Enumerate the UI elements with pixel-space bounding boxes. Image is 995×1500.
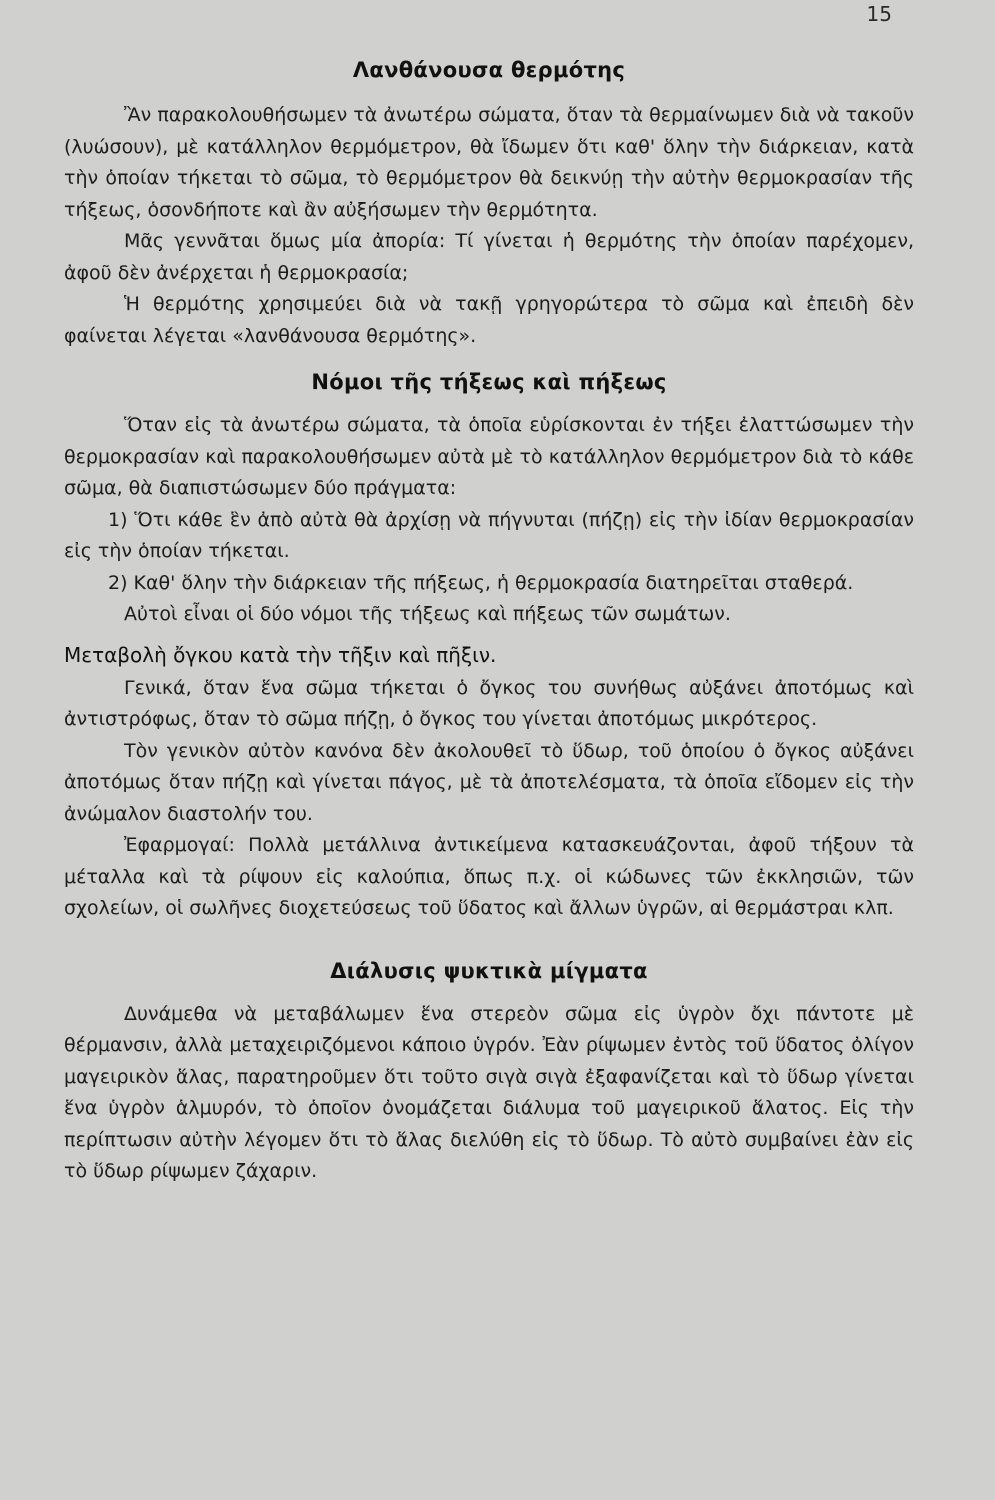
list-item: 2) Καθ' ὅλην τὴν διάρκειαν τῆς πήξεως, ἡ θερμοκρασία διατηρεῖται σταθερά. xyxy=(108,571,854,594)
list-item: 1) Ὅτι κάθε ἓν ἀπὸ αὐτὰ θὰ ἀρχίσῃ νὰ πήγνυται (πήζῃ) εἰς τὴν ἰδίαν θερμοκρασίαν εἰς τὴν ὁποίαν τήκεται. xyxy=(64,508,914,562)
heading-volume-change: Μεταβολὴ ὄγκου κατὰ τὴν τῆξιν καὶ πῆξιν. xyxy=(64,642,497,667)
paragraph: Ἐφαρμογαί: Πολλὰ μετάλλινα ἀντικείμενα κατασκευάζονται, ἀφοῦ τήξουν τὰ μέταλλα καὶ τὰ ρίψουν εἰς καλούπια, ὅπως π.χ. οἱ κώδωνες τῶν ἐκκλησιῶν, τῶν σχολείων, οἱ σωλῆνες διοχετεύσεως τοῦ ὕδατος καὶ ἄλλων ὑγρῶν, αἱ θερμάστραι κλπ. xyxy=(64,834,914,919)
paragraph: Ἂν παρακολουθήσωμεν τὰ ἀνωτέρω σώματα, ὅταν τὰ θερμαίνωμεν διὰ νὰ τακοῦν (λυώσουν), μὲ κατάλληλον θερμόμετρον, θὰ ἴδωμεν ὅτι καθ' ὅλην τὴν διάρκειαν, κατὰ τὴν ὁποίαν τήκεται τὸ σῶμα, τὸ θερμόμετρον θὰ δεικνύῃ τὴν αὐτὴν θερμοκρασίαν τῆς τήξεως, ὁσονδήποτε καὶ ἂν αὐξήσωμεν τὴν θερμότητα. xyxy=(64,104,914,221)
page-number: 15 xyxy=(866,2,892,26)
paragraph: Γενικά, ὅταν ἕνα σῶμα τήκεται ὁ ὄγκος του συνήθως αὐξάνει ἀποτόμως καὶ ἀντιστρόφως, ὅταν τὸ σῶμα πήζῃ, ὁ ὄγκος του γίνεται ἀποτόμως μικρότερος. xyxy=(64,676,914,730)
paragraph: Τὸν γενικὸν αὐτὸν κανόνα δὲν ἀκολουθεῖ τὸ ὕδωρ, τοῦ ὁποίου ὁ ὄγκος αὐξάνει ἀποτόμως ὅταν πήζῃ καὶ γίνεται πάγος, μὲ τὰ ἀποτελέσματα, τὰ ὁποῖα εἴδομεν εἰς τὴν ἀνώμαλον διαστολήν του. xyxy=(64,739,914,825)
heading-latent-heat: Λανθάνουσα θερμότης xyxy=(352,58,626,82)
page-content xyxy=(64,58,914,1188)
paragraph: Ὅταν εἰς τὰ ἀνωτέρω σώματα, τὰ ὁποῖα εὑρίσκονται ἐν τήξει ἐλαττώσωμεν τὴν θερμοκρασίαν καὶ παρακολουθήσωμεν αὐτὰ μὲ τὸ κατάλληλον θερμόμετρον διὰ τὸ κάθε σῶμα, θὰ διαπιστώσωμεν δύο πράγματα: xyxy=(64,414,914,499)
paragraph: Δυνάμεθα νὰ μεταβάλωμεν ἕνα στερεὸν σῶμα εἰς ὑγρὸν ὄχι πάντοτε μὲ θέρμανσιν, ἀλλὰ μεταχειριζόμενοι κάποιο ὑγρόν. Ἐὰν ρίψωμεν ἐντὸς τοῦ ὕδατος ὀλίγον μαγειρικὸν ἅλας, παρατηροῦμεν ὅτι τοῦτο σιγὰ σιγὰ ἐξαφανίζεται καὶ τὸ ὕδωρ γίνεται ἕνα ὑγρὸν ἁλμυρόν, τὸ ὁποῖον ὀνομάζεται διάλυμα τοῦ μαγειρικοῦ ἅλατος. Εἰς τὴν περίπτωσιν αὐτὴν λέγομεν ὅτι τὸ ἅλας διελύθη εἰς τὸ ὕδωρ. Τὸ αὐτὸ συμβαίνει ἐὰν εἰς τὸ ὕδωρ ρίψωμεν ζάχαριν. xyxy=(64,1002,914,1182)
paragraph: Ἡ θερμότης χρησιμεύει διὰ νὰ τακῇ γρηγορώτερα τὸ σῶμα καὶ ἐπειδὴ δὲν φαίνεται λέγεται «λανθάνουσα θερμότης». xyxy=(64,293,914,347)
paragraph: Αὐτοὶ εἶναι οἱ δύο νόμοι τῆς τήξεως καὶ πήξεως τῶν σωμάτων. xyxy=(124,603,731,625)
heading-laws-of-melting: Νόμοι τῆς τήξεως καὶ πήξεως xyxy=(311,370,667,394)
paragraph: Μᾶς γεννᾶται ὅμως μία ἀπορία: Τί γίνεται ἡ θερμότης τὴν ὁποίαν παρέχομεν, ἀφοῦ δὲν ἀνέρχεται ἡ θερμοκρασία; xyxy=(64,230,914,284)
heading-dissolution: Διάλυσις ψυκτικὰ μίγματα xyxy=(330,958,648,983)
